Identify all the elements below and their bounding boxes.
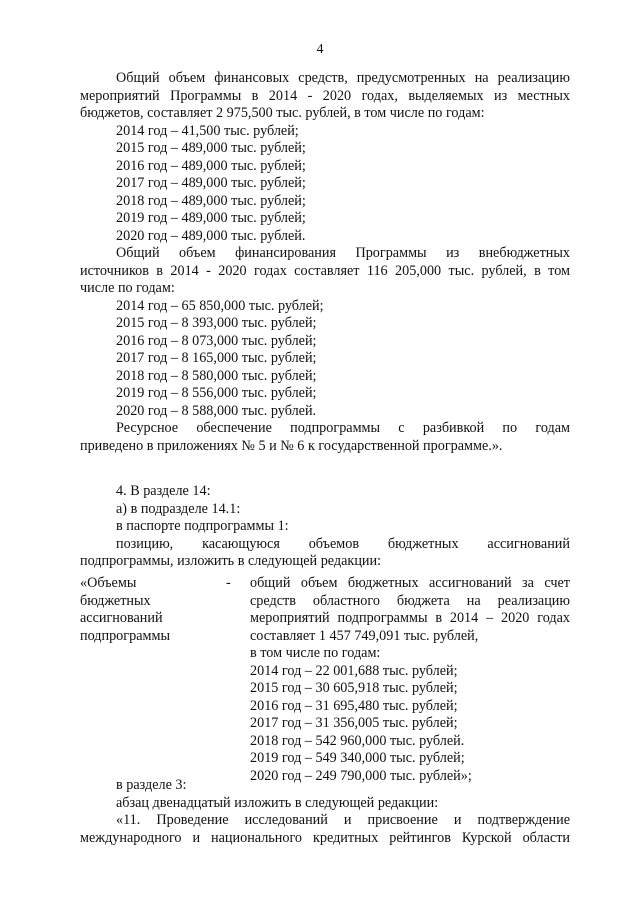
table-label-line: бюджетных	[80, 592, 151, 609]
table-year-line: 2017 год – 31 356,005 тыс. рублей;	[250, 715, 458, 731]
paragraph-line: позицию, касающуюся объемов бюджетных ассигнований	[116, 535, 570, 552]
section-item: абзац двенадцатый изложить в следующей редакции:	[116, 794, 439, 811]
table-label-line: ассигнований	[80, 610, 163, 626]
section-item: в разделе 3:	[116, 777, 187, 793]
table-year-line: 2018 год – 542 960,000 тыс. рублей.	[250, 732, 465, 749]
table-label-column	[80, 575, 230, 645]
table-year-line: 2019 год – 549 340,000 тыс. рублей;	[250, 750, 465, 766]
table-year-line: 2016 год – 31 695,480 тыс. рублей;	[250, 697, 458, 714]
section-item: а) в подразделе 14.1:	[116, 500, 241, 517]
page-number: 4	[316, 42, 324, 57]
paragraph-line: числе по годам:	[80, 280, 175, 296]
table-year-line: 2020 год – 249 790,000 тыс. рублей»;	[250, 767, 472, 784]
year-line: 2016 год – 489,000 тыс. рублей;	[116, 157, 306, 174]
year-line: 2017 год – 489,000 тыс. рублей;	[116, 175, 306, 191]
paragraph-line: Ресурсное обеспечение подпрограммы с разбивкой по годам	[116, 420, 570, 436]
paragraph-line: бюджетов, составляет 2 975,500 тыс. рублей, в том числе по годам:	[80, 105, 485, 121]
year-line: 2020 год – 8 588,000 тыс. рублей.	[116, 402, 317, 419]
year-line: 2019 год – 8 556,000 тыс. рублей;	[116, 385, 317, 401]
paragraph-line: источников в 2014 - 2020 годах составляет 116 205,000 тыс. рублей, в том	[80, 262, 570, 279]
section-4	[80, 483, 570, 571]
table-text-line: средств областного бюджета на реализацию	[250, 592, 570, 609]
section-3	[80, 777, 570, 847]
table-text-line: мероприятий подпрограммы в 2014 – 2020 годах	[250, 610, 570, 626]
year-line: 2014 год – 41,500 тыс. рублей;	[116, 122, 299, 139]
table-label-line: подпрограммы	[80, 627, 170, 644]
year-line: 2019 год – 489,000 тыс. рублей;	[116, 210, 306, 226]
year-line: 2018 год – 489,000 тыс. рублей;	[116, 192, 306, 209]
section-item: в паспорте подпрограммы 1:	[116, 518, 289, 534]
table-label-line: «Объемы	[80, 575, 137, 591]
local-funding-section	[80, 70, 570, 455]
table-dash: -	[226, 575, 231, 591]
year-line: 2020 год – 489,000 тыс. рублей.	[116, 227, 306, 244]
year-line: 2016 год – 8 073,000 тыс. рублей;	[116, 332, 317, 349]
paragraph-line: подпрограммы, изложить в следующей редакции:	[80, 553, 382, 569]
table-year-line: 2014 год – 22 001,688 тыс. рублей;	[250, 662, 458, 679]
table-year-line: 2015 год – 30 605,918 тыс. рублей;	[250, 680, 458, 696]
table-text-line: составляет 1 457 749,091 тыс. рублей,	[250, 627, 479, 644]
year-line: 2014 год – 65 850,000 тыс. рублей;	[116, 297, 324, 314]
year-line: 2015 год – 489,000 тыс. рублей;	[116, 140, 306, 156]
table-value-column	[250, 575, 570, 785]
table-text-line: общий объем бюджетных ассигнований за счет	[250, 575, 570, 591]
table-text-line: в том числе по годам:	[250, 645, 381, 661]
paragraph-line: приведено в приложениях № 5 и № 6 к государственной программе.».	[80, 437, 503, 454]
year-line: 2017 год – 8 165,000 тыс. рублей;	[116, 350, 317, 366]
paragraph-line: «11. Проведение исследований и присвоение и подтверждение	[116, 812, 570, 828]
paragraph-line: международного и национального кредитных рейтингов Курской области	[80, 829, 570, 846]
paragraph-line: Общий объем финансирования Программы из внебюджетных	[116, 245, 570, 261]
year-line: 2015 год – 8 393,000 тыс. рублей;	[116, 315, 317, 331]
section-item: 4. В разделе 14:	[116, 483, 211, 499]
year-line: 2018 год – 8 580,000 тыс. рублей;	[116, 367, 317, 384]
paragraph-line: Общий объем финансовых средств, предусмотренных на реализацию	[116, 70, 570, 86]
paragraph-line: мероприятий Программы в 2014 - 2020 годах, выделяемых из местных	[80, 87, 570, 104]
